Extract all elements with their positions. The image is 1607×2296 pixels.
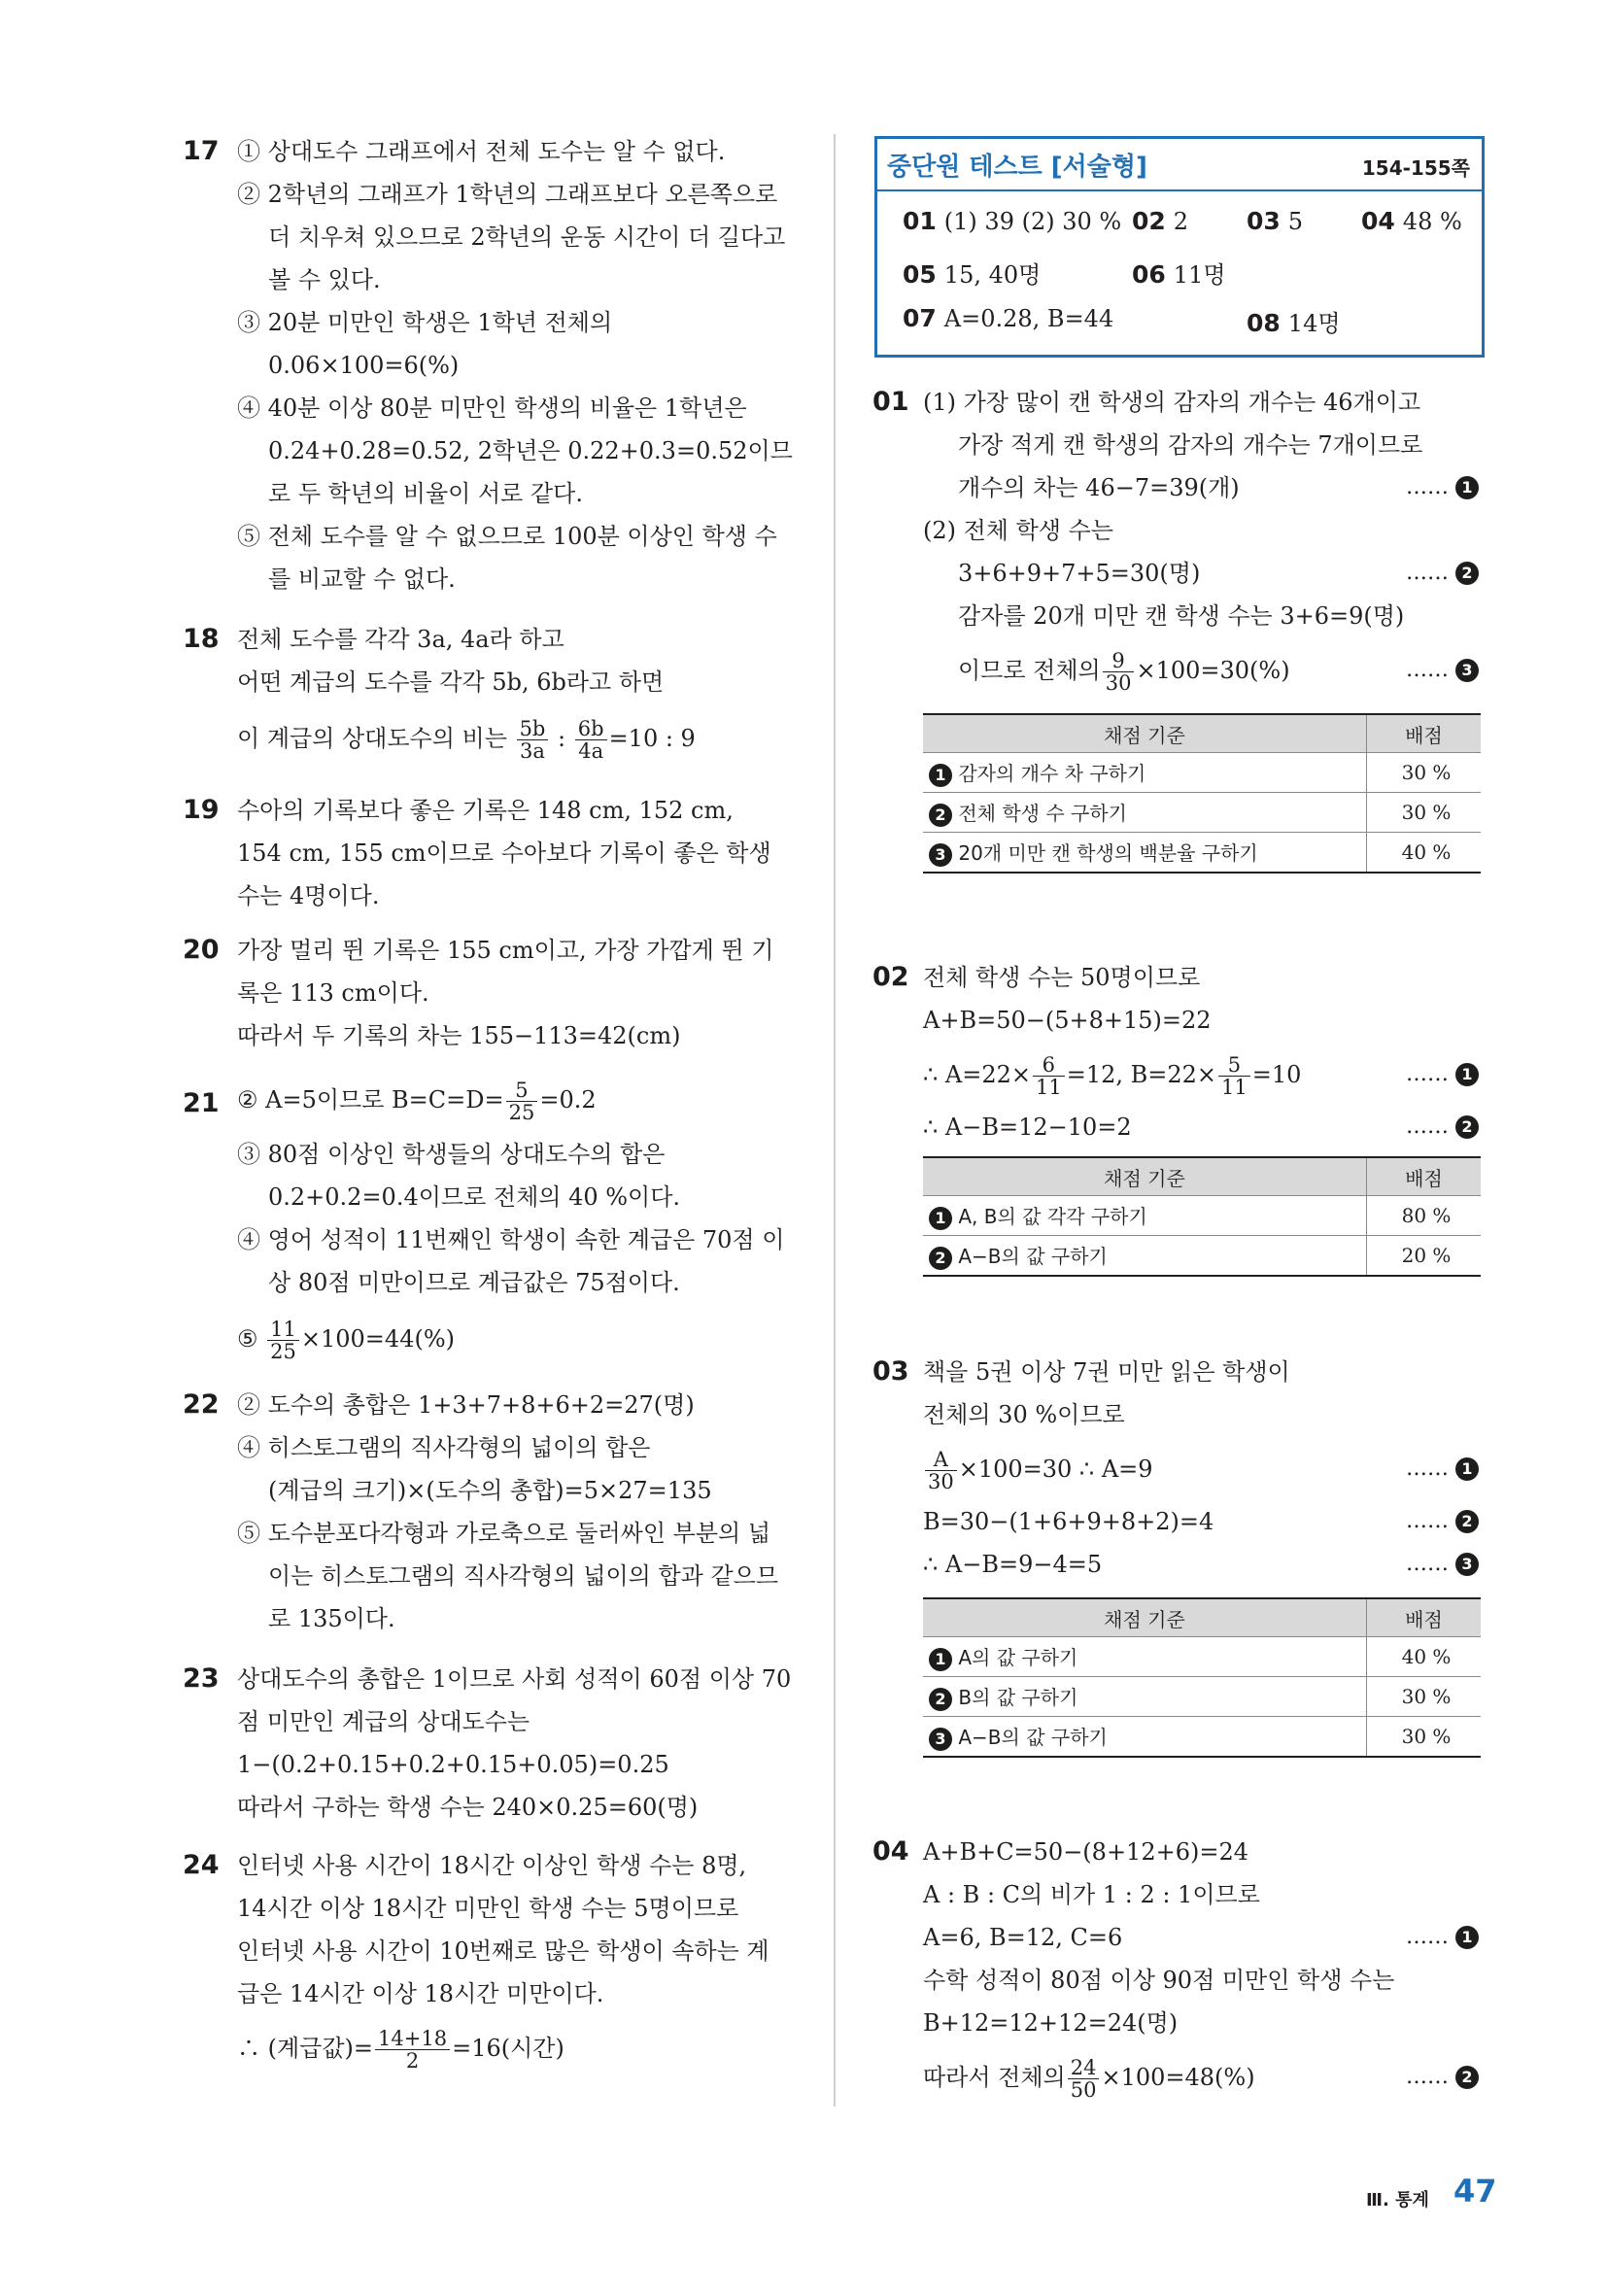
step-marker-2: 2 <box>1455 2066 1479 2089</box>
text-line: ② 도수의 총합은 1+3+7+8+6+2=27(명) <box>237 1391 695 1419</box>
fraction: $\frac{9}{30}$ <box>1103 650 1135 694</box>
text-line: B=30−(1+6+9+8+2)=4 …… 2 <box>923 1500 1479 1543</box>
text-line: 수아의 기록보다 좋은 기록은 148 cm, 152 cm, <box>237 797 734 824</box>
text-line: 0.24+0.28=0.52, 2학년은 0.22+0.3=0.52이므 <box>268 437 793 464</box>
text-line: 전체 학생 수는 50명이므로 <box>923 964 1201 991</box>
text-line: 전체 도수를 각각 3a, 4a라 하고 <box>237 626 564 653</box>
text-line: 로 135이다. <box>268 1605 395 1632</box>
text-line: 급은 14시간 이상 18시간 미만이다. <box>237 1980 604 2007</box>
table-row: 3 A−B의 값 구하기 30 % <box>923 1717 1481 1758</box>
answer-item: 02 2 <box>1132 207 1189 235</box>
table-row: 2 전체 학생 수 구하기 30 % <box>923 793 1481 833</box>
step-marker-1: 1 <box>1455 1926 1479 1949</box>
text-line: 따라서 구하는 학생 수는 240×0.25=60(명) <box>237 1794 699 1821</box>
fraction: $\frac{24}{50}$ <box>1068 2057 1100 2101</box>
problem-number: 02 <box>872 962 909 992</box>
text-line: 전체의 30 %이므로 <box>923 1401 1125 1428</box>
fraction: $\frac{11}{25}$ <box>267 1319 299 1362</box>
problem-number: 01 <box>872 387 909 417</box>
table-header: 배점 <box>1367 714 1482 753</box>
text-line: 14시간 이상 18시간 미만인 학생 수는 5명이므로 <box>237 1895 739 1922</box>
text-line: 0.2+0.2=0.4이므로 전체의 40 %이다. <box>268 1183 681 1211</box>
text-line: A+B+C=50−(8+12+6)=24 <box>923 1838 1248 1866</box>
text-line: A=6, B=12, C=6 …… 1 <box>923 1916 1479 1959</box>
problem-number: 24 <box>183 1850 220 1880</box>
problem-number: 20 <box>183 935 220 965</box>
table-header: 배점 <box>1367 1157 1482 1196</box>
table-header: 배점 <box>1367 1598 1482 1637</box>
step-marker-3: 3 <box>1455 1553 1479 1576</box>
table-row: 1 A의 값 구하기 40 % <box>923 1637 1481 1677</box>
text-line: 따라서 두 기록의 차는 155−113=42(cm) <box>237 1022 681 1049</box>
fraction: $\frac{14+18}{2}$ <box>375 2028 450 2072</box>
answer-summary-box <box>874 136 1485 358</box>
text-line: ④ 히스토그램의 직사각형의 넓이의 합은 <box>237 1434 651 1461</box>
answer-item: 04 48 % <box>1361 207 1462 235</box>
answer-item: 06 11명 <box>1132 260 1226 289</box>
text-line: 상 80점 미만이므로 계급값은 75점이다. <box>268 1269 680 1296</box>
text-line: ③ 20분 미만인 학생은 1학년 전체의 <box>237 309 613 336</box>
answer-item: 08 14명 <box>1247 309 1341 337</box>
fraction: $\frac{A}{30}$ <box>925 1449 957 1492</box>
step-marker-1: 1 <box>1455 1457 1479 1481</box>
step-marker-1: 1 <box>1455 476 1479 499</box>
answer-item: 05 15, 40명 <box>903 260 1042 289</box>
fraction: $\frac{5}{11}$ <box>1218 1054 1250 1098</box>
text-line: ④ 영어 성적이 11번째인 학생이 속한 계급은 70점 이 <box>237 1226 785 1253</box>
text-line: ② 2학년의 그래프가 1학년의 그래프보다 오른쪽으로 <box>237 181 778 208</box>
problem-number: 22 <box>183 1389 220 1420</box>
text-line: 따라서 전체의 $\frac{24}{50}$ ×100=48(%) …… 2 <box>923 2056 1479 2101</box>
problem-number: 19 <box>183 795 220 825</box>
table-header: 채점 기준 <box>923 714 1367 753</box>
text-line: (2) 전체 학생 수는 <box>923 517 1113 544</box>
problem-number: 17 <box>183 136 220 166</box>
text-line: 록은 113 cm이다. <box>237 979 429 1007</box>
grading-table <box>923 713 1481 874</box>
text-line: (1) 가장 많이 캔 학생의 감자의 개수는 46개이고 <box>923 389 1421 416</box>
text-line: A+B=50−(5+8+15)=22 <box>923 1007 1212 1034</box>
answer-box-pages: 154-155쪽 <box>1361 156 1470 180</box>
fraction: $\frac{5b}{3a}$ <box>517 718 549 762</box>
step-marker-2: 2 <box>1455 562 1479 585</box>
problem-number: 21 <box>183 1088 220 1118</box>
text-line: 가장 적게 캔 학생의 감자의 개수는 7개이므로 <box>958 431 1423 459</box>
grading-table <box>923 1597 1481 1758</box>
table-row: 1 감자의 개수 차 구하기 30 % <box>923 753 1481 793</box>
problem-number: 18 <box>183 624 220 654</box>
step-marker-1: 1 <box>1455 1063 1479 1086</box>
text-line: ⑤ 전체 도수를 알 수 없으므로 100분 이상인 학생 수 <box>237 523 777 550</box>
text-line: 수학 성적이 80점 이상 90점 미만인 학생 수는 <box>923 1967 1395 1994</box>
text-line: ⑤ $\frac{11}{25}$ ×100=44(%) <box>237 1318 455 1363</box>
text-line: 0.06×100=6(%) <box>268 352 460 379</box>
text-line: 3+6+9+7+5=30(명) …… 2 <box>958 552 1479 595</box>
table-header: 채점 기준 <box>923 1157 1367 1196</box>
problem-number: 04 <box>872 1836 909 1867</box>
text-line: 인터넷 사용 시간이 18시간 이상인 학생 수는 8명, <box>237 1852 747 1879</box>
answer-item: 07 A=0.28, B=44 <box>903 304 1114 332</box>
answer-item: 01 (1) 39 (2) 30 % <box>903 207 1122 235</box>
text-line: 로 두 학년의 비율이 서로 같다. <box>268 480 583 507</box>
text-line: 볼 수 있다. <box>268 266 381 293</box>
table-row: 2 B의 값 구하기 30 % <box>923 1677 1481 1717</box>
footer-section: Ⅲ. 통계 <box>1366 2190 1429 2210</box>
text-line: 인터넷 사용 시간이 10번째로 많은 학생이 속하는 계 <box>237 1937 769 1965</box>
text-line: A : B : C의 비가 1 : 2 : 1이므로 <box>923 1881 1260 1908</box>
fraction: $\frac{6}{11}$ <box>1033 1054 1065 1098</box>
text-line: ④ 40분 이상 80분 미만인 학생의 비율은 1학년은 <box>237 394 747 422</box>
text-line: ② A=5이므로 B=C=D= $\frac{5}{25}$ =0.2 <box>237 1079 597 1124</box>
step-marker-2: 2 <box>1455 1115 1479 1139</box>
text-line: ∴ A−B=12−10=2 …… 2 <box>923 1106 1479 1148</box>
text-line: 이므로 전체의 $\frac{9}{30}$ ×100=30(%) …… 3 <box>958 649 1479 694</box>
text-line: ∴ A=22× $\frac{6}{11}$ =12, B=22× $\frac{5}{11}$ =10 …… 1 <box>923 1053 1479 1098</box>
problem-number: 23 <box>183 1663 220 1694</box>
text-line: (계급의 크기)×(도수의 총합)=5×27=135 <box>268 1477 712 1504</box>
text-line: 개수의 차는 46−7=39(개) …… 1 <box>958 466 1479 509</box>
table-row: 2 A−B의 값 구하기 20 % <box>923 1236 1481 1277</box>
step-marker-3: 3 <box>1455 659 1479 682</box>
text-line: 상대도수의 총합은 1이므로 사회 성적이 60점 이상 70 <box>237 1665 792 1693</box>
text-line: 154 cm, 155 cm이므로 수아보다 기록이 좋은 학생 <box>237 840 771 867</box>
answer-box-title: 중단원 테스트 [서술형] <box>887 153 1147 182</box>
text-line: 1−(0.2+0.15+0.2+0.15+0.05)=0.25 <box>237 1751 669 1778</box>
text-line: ∴ (계급값)= $\frac{14+18}{2}$ =16(시간) <box>237 2027 564 2073</box>
table-row: 1 A, B의 값 각각 구하기 80 % <box>923 1196 1481 1236</box>
text-line: $\frac{A}{30}$ ×100=30 ∴ A=9 …… 1 <box>923 1448 1479 1492</box>
text-line: ① 상대도수 그래프에서 전체 도수는 알 수 없다. <box>237 138 726 165</box>
text-line: ③ 80점 이상인 학생들의 상대도수의 합은 <box>237 1141 666 1168</box>
page-number: 47 <box>1453 2173 1497 2210</box>
column-divider <box>834 134 836 2107</box>
answer-box-rule <box>877 189 1482 191</box>
text-line: 더 치우쳐 있으므로 2학년의 운동 시간이 더 길다고 <box>268 223 786 251</box>
fraction: $\frac{5}{25}$ <box>506 1079 538 1123</box>
text-line: 감자를 20개 미만 캔 학생 수는 3+6=9(명) <box>958 602 1405 630</box>
text-line: 수는 4명이다. <box>237 882 380 909</box>
ratio-line: 이 계급의 상대도수의 비는 $\frac{5b}{3a}$ : $\frac{6b}{4a}$ =10 : 9 <box>237 717 696 763</box>
text-line: ⑤ 도수분포다각형과 가로축으로 둘러싸인 부분의 넓 <box>237 1520 771 1547</box>
text-line: 점 미만인 계급의 상대도수는 <box>237 1708 530 1735</box>
problem-number: 03 <box>872 1356 909 1387</box>
text-line: ∴ A−B=9−4=5 …… 3 <box>923 1543 1479 1586</box>
table-row: 3 20개 미만 캔 학생의 백분율 구하기 40 % <box>923 833 1481 874</box>
text-line: 책을 5권 이상 7권 미만 읽은 학생이 <box>923 1358 1290 1386</box>
grading-table <box>923 1156 1481 1277</box>
text-line: 가장 멀리 뛴 기록은 155 cm이고, 가장 가깝게 뛴 기 <box>237 937 774 964</box>
text-line: 어떤 계급의 도수를 각각 5b, 6b라고 하면 <box>237 668 665 696</box>
table-header: 채점 기준 <box>923 1598 1367 1637</box>
step-marker-2: 2 <box>1455 1510 1479 1533</box>
answer-item: 03 5 <box>1247 207 1304 235</box>
text-line: 이는 히스토그램의 직사각형의 넓이의 합과 같으므 <box>268 1562 779 1590</box>
text-line: B+12=12+12=24(명) <box>923 2009 1179 2037</box>
fraction: $\frac{6b}{4a}$ <box>575 718 607 762</box>
text-line: 를 비교할 수 없다. <box>268 565 456 593</box>
